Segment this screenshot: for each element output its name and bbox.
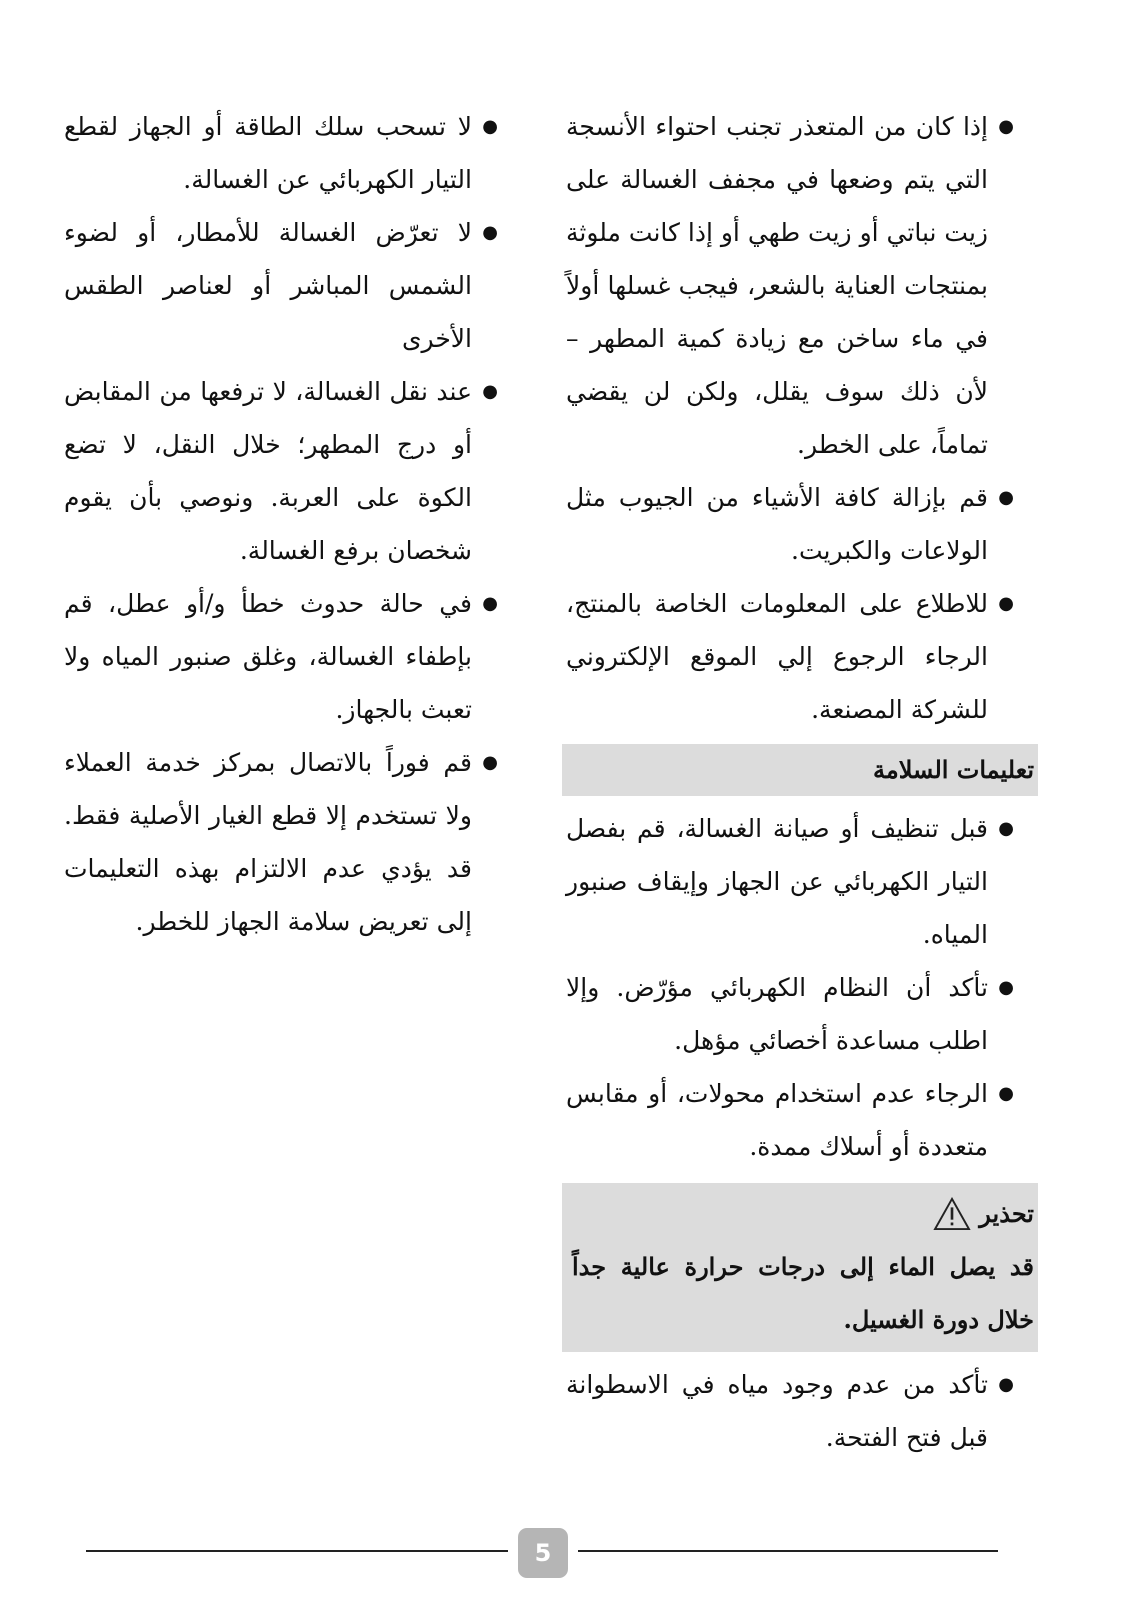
bullet-icon: ● (998, 487, 1014, 508)
footer-divider-right (578, 1550, 998, 1552)
precautions-list (566, 100, 1016, 736)
list-item: ● عند نقل الغسالة، لا ترفعها من المقابض أو درج المطهر؛ خلال النقل، لا تضع الكوة على العربة. ونوصي بأن يقوم شخصان برفع الغسالة. (64, 365, 500, 577)
after-warning-list (566, 1358, 1016, 1464)
list-item: ● لا تعرّض الغسالة للأمطار، أو لضوء الشمس المباشر أو لعناصر الطقس الأخرى (64, 206, 500, 365)
bullet-icon: ● (998, 116, 1014, 137)
section-heading-safety: تعليمات السلامة (562, 744, 1038, 796)
list-item: ● قم بإزالة كافة الأشياء من الجيوب مثل الولاعات والكبريت. (566, 471, 1016, 577)
list-item: ● لا تسحب سلك الطاقة أو الجهاز لقطع التيار الكهربائي عن الغسالة. (64, 100, 500, 206)
safety-list (566, 802, 1016, 1173)
bullet-icon: ● (998, 593, 1014, 614)
page-number-badge: 5 (518, 1528, 568, 1578)
bullet-icon: ● (482, 752, 498, 773)
bullet-icon: ● (482, 381, 498, 402)
bullet-icon: ● (998, 818, 1014, 839)
warning-title: تحذير (572, 1187, 1034, 1240)
footer-divider-left (86, 1550, 508, 1552)
list-item: ● قم فوراً بالاتصال بمركز خدمة العملاء ولا تستخدم إلا قطع الغيار الأصلية فقط. قد يؤدي عدم الالتزام بهذه التعليمات إلى تعريض سلامة الجهاز للخطر. (64, 736, 500, 948)
list-item: ● إذا كان من المتعذر تجنب احتواء الأنسجة التي يتم وضعها في مجفف الغسالة على زيت نباتي أو زيت طهي أو إذا كانت ملوثة بمنتجات العناية بالشعر، فيجب غسلها أولاً في ماء ساخن مع زيادة كمية المطهر – لأن ذلك سوف يقلل، ولكن لن يقضي تماماً، على الخطر. (566, 100, 1016, 471)
right-column (566, 100, 1034, 1464)
warning-text: قد يصل الماء إلى درجات حرارة عالية جداً خلال دورة الغسيل. (572, 1252, 1034, 1334)
bullet-icon: ● (998, 1083, 1014, 1104)
bullet-icon: ● (998, 1374, 1014, 1395)
left-column (64, 100, 500, 948)
list-item: ● في حالة حدوث خطأ و/أو عطل، قم بإطفاء الغسالة، وغلق صنبور المياه ولا تعبث بالجهاز. (64, 577, 500, 736)
list-item: ● قبل تنظيف أو صيانة الغسالة، قم بفصل التيار الكهربائي عن الجهاز وإيقاف صنبور المياه. (566, 802, 1016, 961)
list-item: ● تأكد من عدم وجود مياه في الاسطوانة قبل فتح الفتحة. (566, 1358, 1016, 1464)
warning-box (562, 1183, 1038, 1352)
list-item: ● للاطلاع على المعلومات الخاصة بالمنتج، الرجاء الرجوع إلي الموقع الإلكتروني للشركة المصنعة. (566, 577, 1016, 736)
list-item: ● الرجاء عدم استخدام محولات، أو مقابس متعددة أو أسلاك ممدة. (566, 1067, 1016, 1173)
bullet-icon: ● (482, 222, 498, 243)
bullet-icon: ● (482, 593, 498, 614)
bullet-icon: ● (482, 116, 498, 137)
bullet-icon: ● (998, 977, 1014, 998)
list-item: ● تأكد أن النظام الكهربائي مؤرّض. وإلا اطلب مساعدة أخصائي مؤهل. (566, 961, 1016, 1067)
warning-triangle-icon (933, 1197, 971, 1231)
handling-list (64, 100, 500, 948)
